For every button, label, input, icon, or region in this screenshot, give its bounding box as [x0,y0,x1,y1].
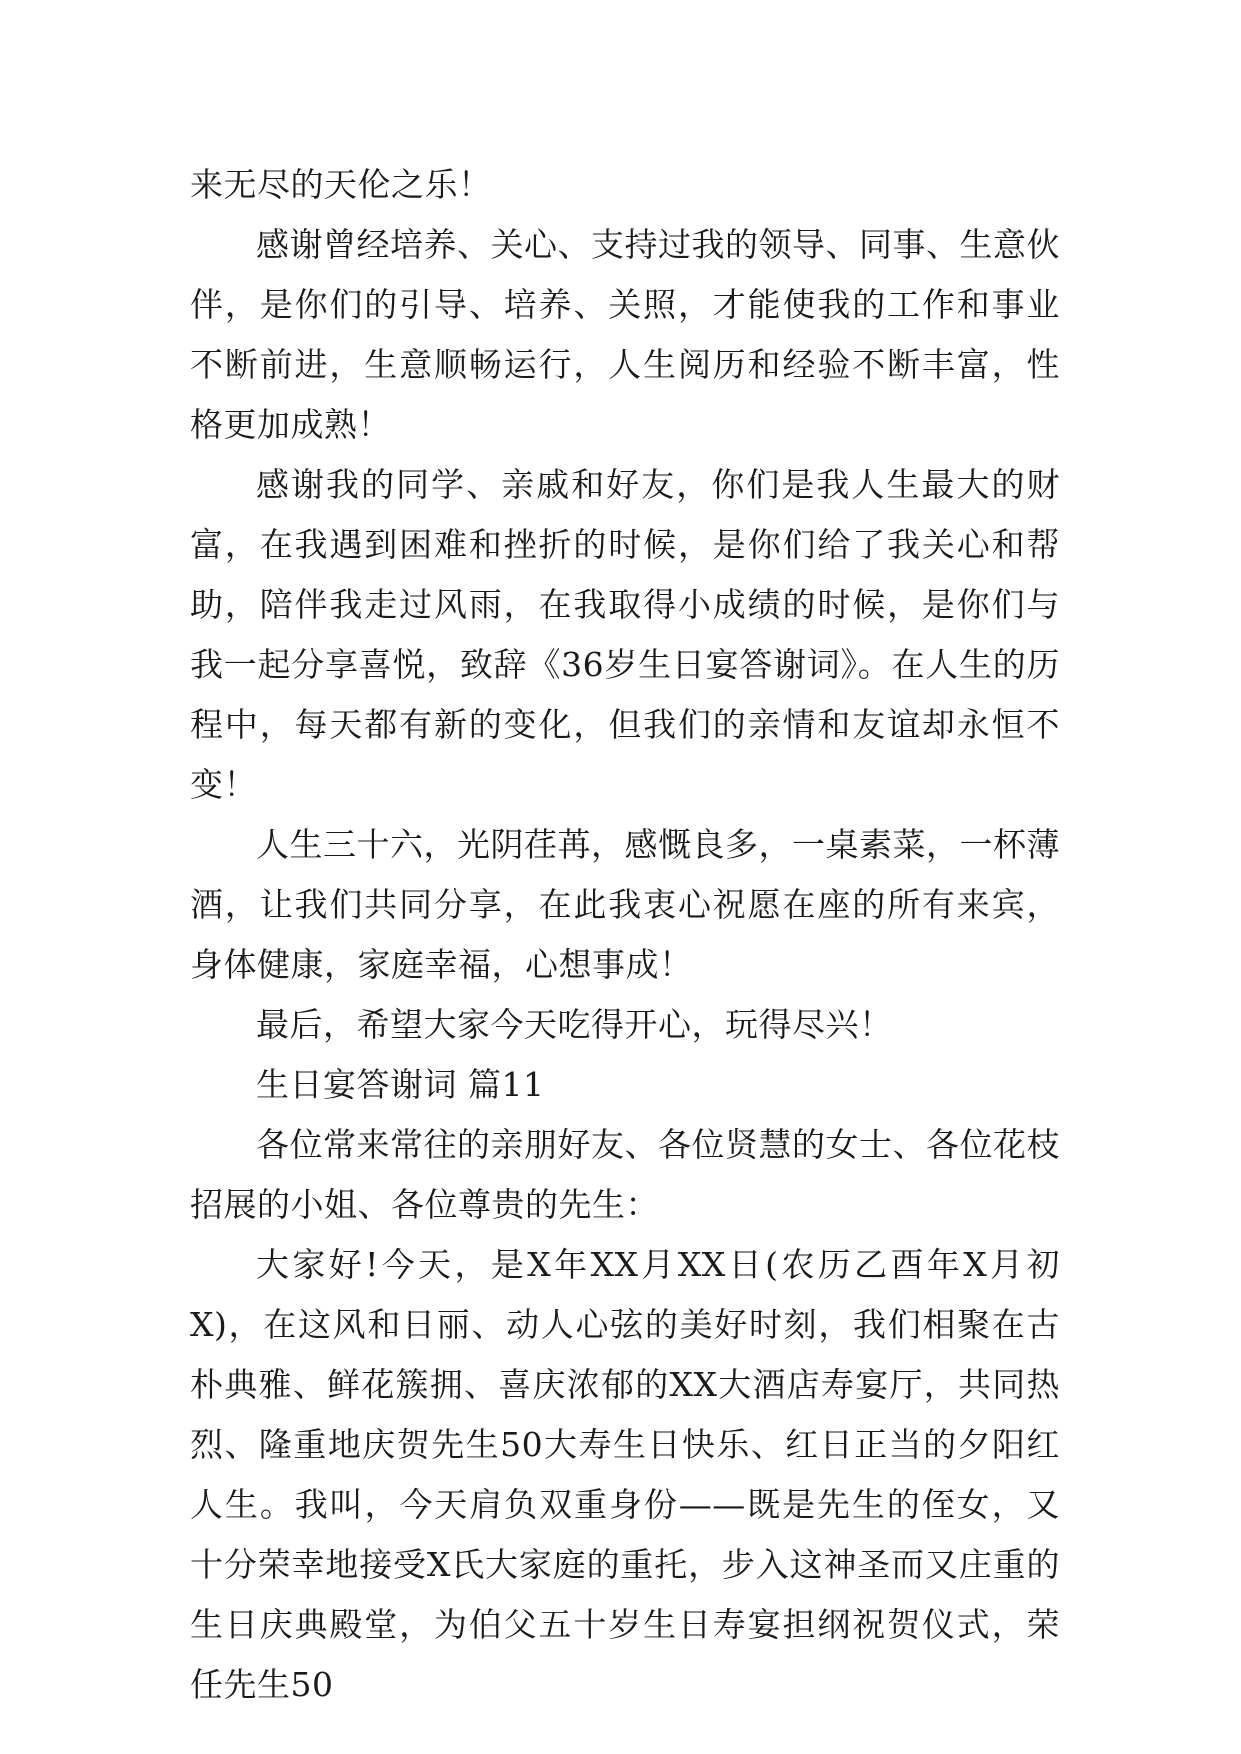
paragraph: 各位常来常往的亲朋好友、各位贤慧的女士、各位花枝招展的小姐、各位尊贵的先生： [190,1125,1060,1224]
section-heading: 生日宴答谢词 篇11 [256,1065,545,1104]
paragraph: 来无尽的天伦之乐！ [190,165,492,204]
paragraph: 感谢曾经培养、关心、支持过我的领导、同事、生意伙伴，是你们的引导、培养、关照，才能使我的工作和事业不断前进，生意顺畅运行，人生阅历和经验不断丰富，性格更加成熟！ [190,225,1060,444]
document-body [190,155,1060,1715]
paragraph: 人生三十六，光阴荏苒，感慨良多，一桌素菜，一杯薄酒，让我们共同分享，在此我衷心祝愿在座的所有来宾，身体健康，家庭幸福，心想事成！ [190,825,1060,984]
paragraph: 感谢我的同学、亲戚和好友，你们是我人生最大的财富，在我遇到困难和挫折的时候，是你们给了我关心和帮助，陪伴我走过风雨，在我取得小成绩的时候，是你们与我一起分享喜悦，致辞《36岁生日宴答谢词》。在人生的历程中，每天都有新的变化，但我们的亲情和友谊却永恒不变！ [190,465,1060,804]
paragraph: 最后，希望大家今天吃得开心，玩得尽兴！ [256,1005,893,1044]
paragraph: 大家好!今天，是X年XX月XX日(农历乙酉年X月初X)，在这风和日丽、动人心弦的美好时刻，我们相聚在古朴典雅、鲜花簇拥、喜庆浓郁的XX大酒店寿宴厅，共同热烈、隆重地庆贺先生50大寿生日快乐、红日正当的夕阳红人生。我叫，今天肩负双重身份——既是先生的侄女，又十分荣幸地接受X氏大家庭的重托，步入这神圣而又庄重的生日庆典殿堂，为伯父五十岁生日寿宴担纲祝贺仪式，荣任先生50 [190,1245,1060,1704]
